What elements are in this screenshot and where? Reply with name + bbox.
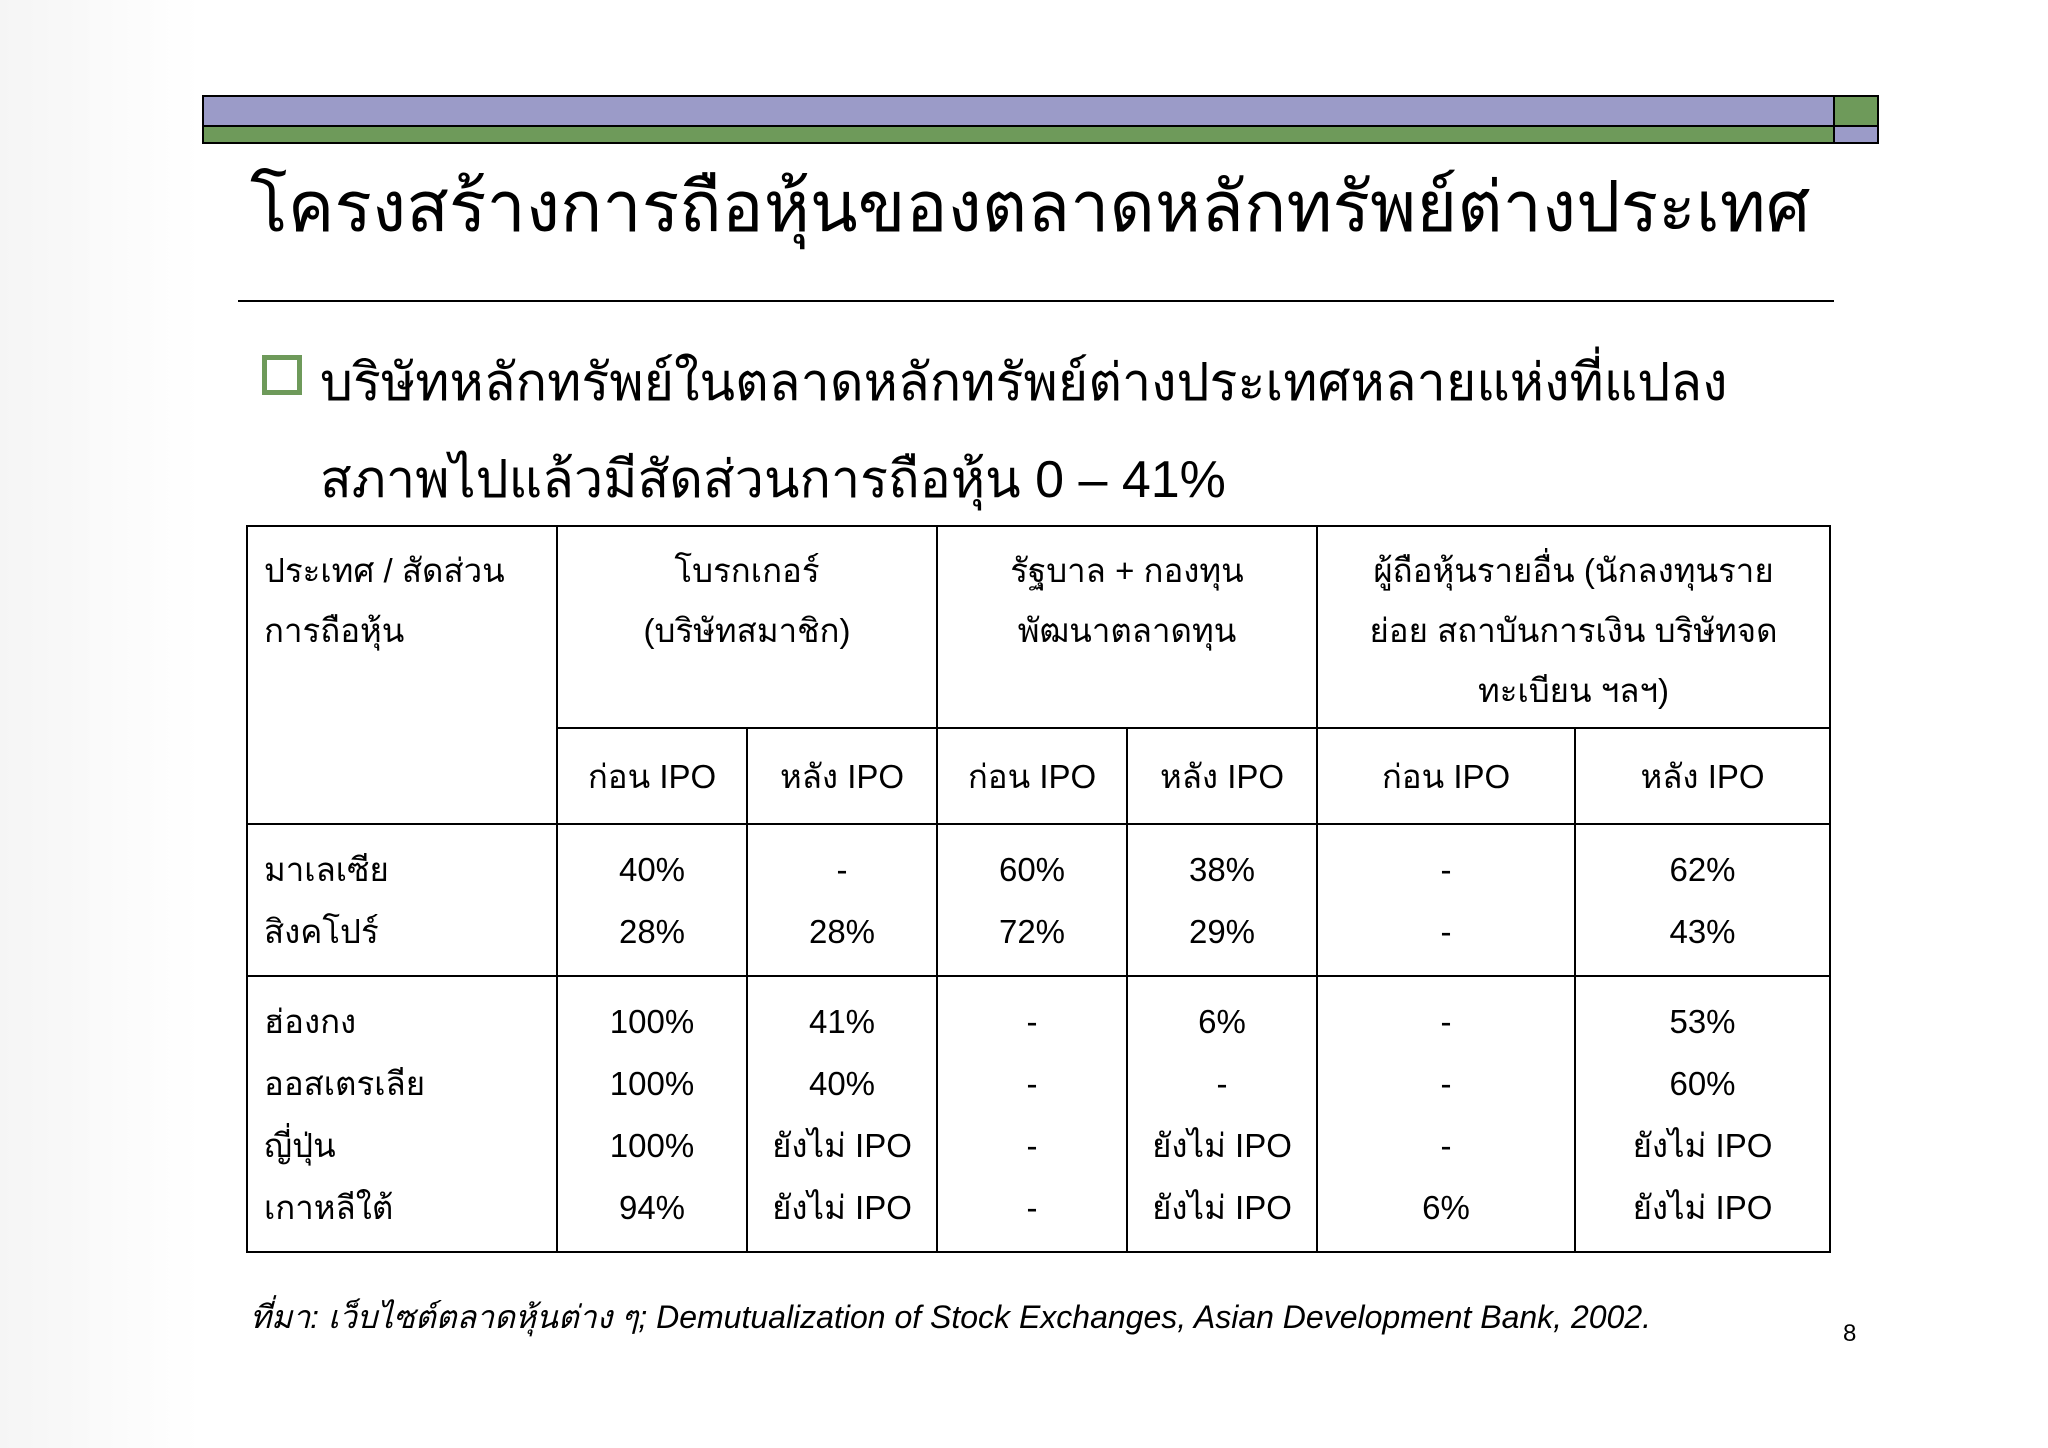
value-cell	[937, 976, 1127, 1252]
value: 53%	[1669, 1003, 1736, 1040]
value: 60%	[1669, 1065, 1736, 1102]
value: -	[1440, 1003, 1452, 1040]
value: -	[836, 851, 848, 888]
country-cell	[247, 976, 557, 1252]
subheader-cell: หลัง IPO	[747, 728, 937, 824]
country-name: สิงคโปร์	[264, 913, 379, 950]
subheader-cell: ก่อน IPO	[1317, 728, 1575, 824]
value: ยังไม่ IPO	[772, 1127, 912, 1164]
value: -	[1026, 1189, 1038, 1226]
value: 72%	[998, 913, 1066, 950]
value: -	[1026, 1127, 1038, 1164]
value: 62%	[1669, 851, 1736, 888]
country-name: มาเลเซีย	[264, 851, 389, 888]
group-header-line: (บริษัทสมาชิก)	[643, 612, 851, 649]
value-cell	[1317, 824, 1575, 976]
country-name: ญี่ปุ่น	[264, 1127, 336, 1164]
header-bar-top	[202, 95, 1835, 127]
value: ยังไม่ IPO	[772, 1189, 912, 1226]
header-bar-bottom-end	[1833, 125, 1879, 144]
table-row-group	[247, 976, 1830, 1252]
country-name: ออสเตรเลีย	[264, 1065, 426, 1102]
source-citation: ที่มา: เว็บไซต์ตลาดหุ้นต่าง ๆ; Demutualization of Stock Exchanges, Asian Development Bank, 2002.	[250, 1299, 1652, 1335]
value: ยังไม่ IPO	[1152, 1189, 1292, 1226]
header-bar-bottom	[202, 125, 1835, 144]
value-cell	[747, 824, 937, 976]
table-row-group	[247, 824, 1830, 976]
value-cell	[937, 824, 1127, 976]
bullet-line-2: สภาพไปแล้วมีสัดส่วนการถือหุ้น 0 – 41%	[320, 451, 1226, 509]
value: 100%	[609, 1065, 695, 1102]
value: 100%	[609, 1127, 695, 1164]
value: -	[1440, 851, 1452, 888]
value: -	[1026, 1003, 1038, 1040]
bullet-text	[320, 335, 1820, 529]
corner-line-1: ประเทศ / สัดส่วน	[264, 552, 505, 589]
subheader-cell: หลัง IPO	[1575, 728, 1830, 824]
value: 6%	[1422, 1189, 1470, 1226]
header-bar-top-end	[1833, 95, 1879, 127]
value: ยังไม่ IPO	[1152, 1127, 1292, 1164]
value: -	[1026, 1065, 1038, 1102]
slide-title: โครงสร้างการถือหุ้นของตลาดหลักทรัพย์ต่างประเทศ	[250, 168, 1811, 246]
group-header-line: รัฐบาล + กองทุน	[1010, 552, 1244, 589]
value: 29%	[1188, 913, 1256, 950]
bullet-line-1: บริษัทหลักทรัพย์ในตลาดหลักทรัพย์ต่างประเทศหลายแห่งที่แปลง	[320, 354, 1728, 412]
value: 38%	[1188, 851, 1256, 888]
corner-header	[247, 526, 557, 824]
corner-line-2: การถือหุ้น	[264, 612, 405, 649]
title-underline	[238, 300, 1834, 302]
table-header-row	[247, 526, 1830, 728]
shareholding-table	[246, 525, 1831, 1253]
group-header-line: ย่อย สถาบันการเงิน บริษัทจด	[1369, 612, 1778, 649]
value-cell	[1575, 976, 1830, 1252]
group-header-line: โบรกเกอร์	[674, 552, 820, 589]
value: 100%	[609, 1003, 695, 1040]
group-header-line: ทะเบียน ฯลฯ)	[1477, 672, 1670, 709]
group-header-government	[937, 526, 1317, 728]
value: 28%	[618, 913, 686, 950]
subheader-cell: ก่อน IPO	[937, 728, 1127, 824]
page-number: 8	[1843, 1320, 1857, 1347]
subheader-cell: หลัง IPO	[1127, 728, 1317, 824]
group-header-line: พัฒนาตลาดทุน	[1017, 612, 1237, 649]
country-cell	[247, 824, 557, 976]
group-header-brokers	[557, 526, 937, 728]
value: ยังไม่ IPO	[1632, 1127, 1773, 1164]
value-cell	[1127, 824, 1317, 976]
value: -	[1440, 1127, 1452, 1164]
square-bullet-icon	[262, 355, 302, 395]
value: 6%	[1198, 1003, 1246, 1040]
value: 40%	[808, 1065, 876, 1102]
value: -	[1440, 913, 1452, 950]
value-cell	[1317, 976, 1575, 1252]
value: 41%	[808, 1003, 876, 1040]
subheader-cell: ก่อน IPO	[557, 728, 747, 824]
value: 43%	[1669, 913, 1736, 950]
group-header-line: ผู้ถือหุ้นรายอื่น (นักลงทุนราย	[1373, 552, 1774, 589]
value-cell	[557, 976, 747, 1252]
value: ยังไม่ IPO	[1632, 1189, 1773, 1226]
value: 28%	[808, 913, 876, 950]
value: -	[1216, 1065, 1228, 1102]
value-cell	[1127, 976, 1317, 1252]
value: 40%	[618, 851, 686, 888]
country-name: ฮ่องกง	[264, 1003, 357, 1040]
value-cell	[557, 824, 747, 976]
left-shade	[0, 0, 200, 1448]
value: 60%	[998, 851, 1066, 888]
country-name: เกาหลีใต้	[264, 1189, 394, 1226]
value: 94%	[618, 1189, 686, 1226]
value-cell	[747, 976, 937, 1252]
group-header-other-shareholders	[1317, 526, 1830, 728]
value: -	[1440, 1065, 1452, 1102]
value-cell	[1575, 824, 1830, 976]
